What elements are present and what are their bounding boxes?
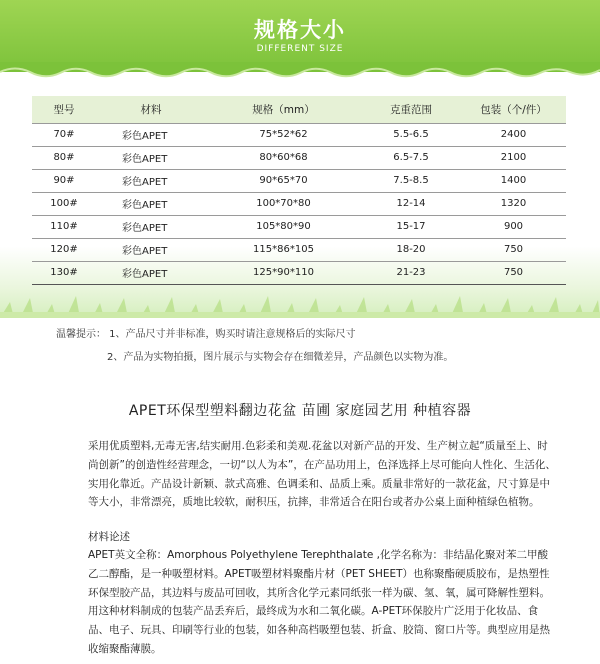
col-header-size: 规格（mm） xyxy=(206,96,361,123)
table-row xyxy=(32,215,566,238)
cell-size: 80*60*68 xyxy=(206,146,361,169)
cell-size: 100*70*80 xyxy=(206,192,361,215)
cell-packing: 2100 xyxy=(461,146,566,169)
spec-table xyxy=(32,96,566,285)
table-row xyxy=(32,123,566,146)
cell-packing: 1400 xyxy=(461,169,566,192)
cell-model: 110# xyxy=(32,215,96,238)
cell-material: 彩色APET xyxy=(96,123,206,146)
cell-material: 彩色APET xyxy=(96,169,206,192)
material-heading: 材料论述 xyxy=(88,531,130,543)
product-intro-paragraph: 采用优质塑料,无毒无害,结实耐用.色彩柔和美观.花盆以对新产品的开发、生产树立起“质量至上、时尚创新”的创造性经营理念，一切“以人为本”，在产品功用上，色泽选择上尽可能向人性化、生活化、实用化靠近。产品设计新颖、款式高雅、色调柔和、品质上乘。质量非常好的一款花盆，尺寸算是中等大小，非常漂亮，质地比较软，耐积压，抗摔，非常适合在阳台或者办公桌上面种植绿色植物。 xyxy=(88,440,556,509)
cell-weight: 18-20 xyxy=(361,238,461,261)
cell-model: 70# xyxy=(32,123,96,146)
note-line-2: 2、产品为实物拍摄，图片展示与实物会存在细微差异，产品颜色以实物为准。 xyxy=(107,352,454,363)
cell-model: 120# xyxy=(32,238,96,261)
cell-weight: 15-17 xyxy=(361,215,461,238)
table-row xyxy=(32,146,566,169)
cell-packing: 750 xyxy=(461,261,566,284)
cell-packing: 1320 xyxy=(461,192,566,215)
cell-material: 彩色APET xyxy=(96,261,206,284)
cell-weight: 12-14 xyxy=(361,192,461,215)
section-subtitle: DIFFERENT SIZE xyxy=(256,44,344,54)
table-header-row xyxy=(32,96,566,123)
table-row xyxy=(32,169,566,192)
col-header-weight: 克重范围 xyxy=(361,96,461,123)
cell-model: 80# xyxy=(32,146,96,169)
banner-wave-decoration xyxy=(0,62,600,84)
cell-packing: 900 xyxy=(461,215,566,238)
table-row xyxy=(32,192,566,215)
col-header-material: 材料 xyxy=(96,96,206,123)
product-title: APET环保型塑料翻边花盆 苗圃 家庭园艺用 种植容器 xyxy=(128,403,472,419)
cell-weight: 6.5-7.5 xyxy=(361,146,461,169)
note-line-1: 温馨提示： 1、产品尺寸并非标准，购买时请注意规格后的实际尺寸 xyxy=(56,329,356,340)
cell-size: 125*90*110 xyxy=(206,261,361,284)
cell-size: 75*52*62 xyxy=(206,123,361,146)
cell-weight: 7.5-8.5 xyxy=(361,169,461,192)
col-header-model: 型号 xyxy=(32,96,96,123)
cell-model: 100# xyxy=(32,192,96,215)
cell-material: 彩色APET xyxy=(96,238,206,261)
section-title: 规格大小 xyxy=(254,18,346,42)
cell-material: 彩色APET xyxy=(96,146,206,169)
cell-model: 90# xyxy=(32,169,96,192)
table-row xyxy=(32,261,566,284)
cell-weight: 21-23 xyxy=(361,261,461,284)
cell-material: 彩色APET xyxy=(96,215,206,238)
cell-weight: 5.5-6.5 xyxy=(361,123,461,146)
col-header-packing: 包装（个/件） xyxy=(461,96,566,123)
cell-model: 130# xyxy=(32,261,96,284)
cell-packing: 750 xyxy=(461,238,566,261)
cell-size: 105*80*90 xyxy=(206,215,361,238)
table-row xyxy=(32,238,566,261)
material-paragraph: APET英文全称：Amorphous Polyethylene Terephthalate ,化学名称为：非结晶化聚对苯二甲酸乙二醇酯，是一种吸塑材料。APET吸塑材料聚酯片材（PET SHEET）也称聚酯硬质胶布，是热塑性环保型胶产品，其边料与废品可回收，其所含化学元素同纸张一样为碳、氢、氧，属可降解性塑料。用这种材料制成的包装产品丢弃后，最终成为水和二氧化碳。A-PET环保胶片广泛用于化妆品、食品、电子、玩具、印刷等行业的包装，如各种高档吸塑包装、折盒、胶筒、窗口片等。典型应用是热收缩聚酯薄膜。 xyxy=(88,549,550,655)
cell-material: 彩色APET xyxy=(96,192,206,215)
grass-decoration xyxy=(0,292,600,318)
cell-size: 90*65*70 xyxy=(206,169,361,192)
cell-packing: 2400 xyxy=(461,123,566,146)
cell-size: 115*86*105 xyxy=(206,238,361,261)
